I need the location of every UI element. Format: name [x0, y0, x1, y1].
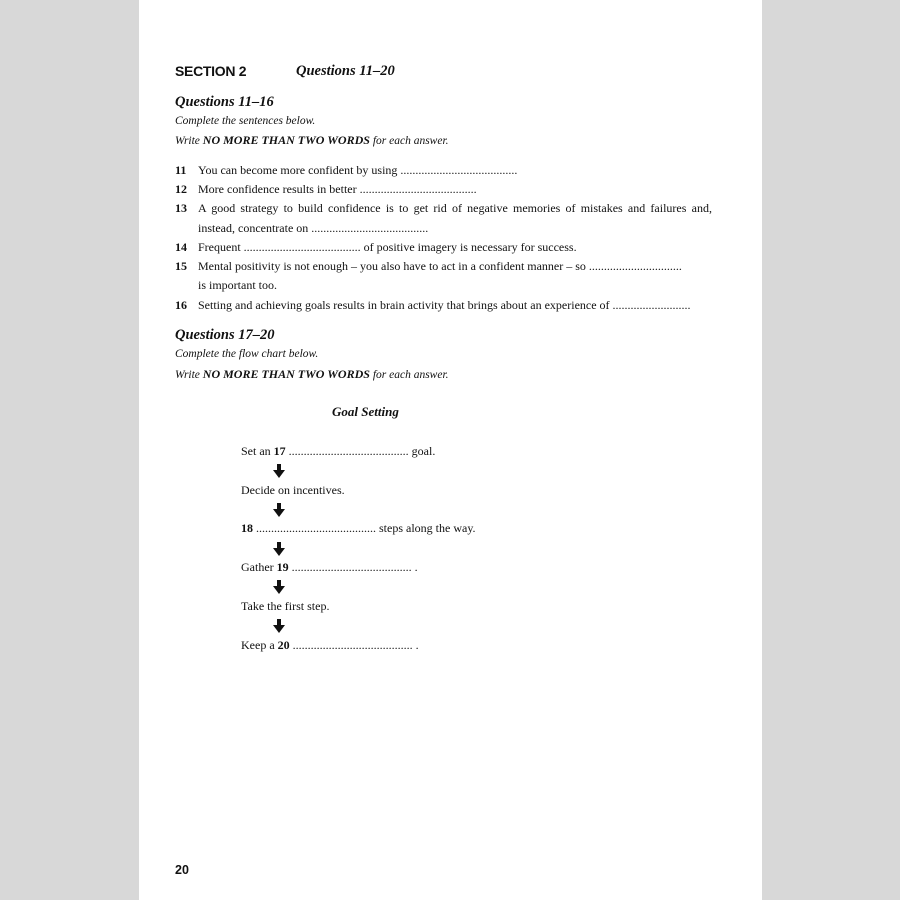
question-13: [175, 201, 712, 216]
question-number: 13: [175, 201, 187, 215]
section-questions-range: Questions 11–20: [296, 63, 395, 79]
flowchart-step-incentives: Decide on incentives.: [241, 483, 345, 497]
part2-instruction-1: Complete the flow chart below.: [175, 348, 319, 360]
flowchart-step-18: 18 ........................................ steps along the way.: [241, 521, 476, 535]
question-number: 17: [273, 444, 286, 458]
question-13-continued: instead, concentrate on .......................................: [198, 221, 429, 235]
question-number: 16: [175, 298, 187, 312]
section-label: SECTION 2: [175, 63, 247, 79]
question-15-continued: is important too.: [198, 278, 277, 292]
question-number: 20: [277, 638, 290, 652]
question-number: 14: [175, 240, 187, 254]
flowchart-step-17: Set an 17 ........................................ goal.: [241, 444, 436, 458]
part1-instruction-2: Write NO MORE THAN TWO WORDS for each answer.: [175, 133, 449, 147]
down-arrow-icon: [273, 580, 285, 594]
flowchart-title: Goal Setting: [332, 404, 399, 419]
question-number: 12: [175, 182, 187, 196]
part1-instruction-1: Complete the sentences below.: [175, 115, 316, 127]
flowchart-step-19: Gather 19 ........................................ .: [241, 560, 418, 574]
flowchart-step-first-step: Take the first step.: [241, 599, 330, 613]
question-16: [175, 298, 691, 313]
question-11: [175, 163, 517, 178]
question-text: Mental positivity is not enough – you also have to act in a confident manner – so ...............................: [198, 259, 682, 273]
question-number: 11: [175, 163, 187, 177]
question-15: [175, 259, 682, 274]
question-text: You can become more confident by using .......................................: [198, 163, 518, 177]
question-text: Frequent ....................................... of positive imagery is necessary for success.: [198, 240, 577, 254]
question-text: A good strategy to build confidence is to get rid of negative memories of mistakes and failures and,: [198, 201, 712, 215]
flowchart-step-20: Keep a 20 ........................................ .: [241, 638, 419, 652]
question-12: [175, 182, 477, 197]
question-number: 15: [175, 259, 187, 273]
question-number: 18: [241, 521, 253, 535]
part1-heading: Questions 11–16: [175, 94, 274, 110]
down-arrow-icon: [273, 542, 285, 556]
down-arrow-icon: [273, 464, 285, 478]
part2-heading: Questions 17–20: [175, 327, 275, 343]
question-14: [175, 240, 577, 255]
question-text: More confidence results in better .......................................: [198, 182, 477, 196]
down-arrow-icon: [273, 503, 285, 517]
page-number: 20: [175, 863, 189, 877]
question-text: Setting and achieving goals results in brain activity that brings about an experience of ..........................: [198, 298, 691, 312]
down-arrow-icon: [273, 619, 285, 633]
part2-instruction-2: Write NO MORE THAN TWO WORDS for each answer.: [175, 367, 449, 381]
question-number: 19: [276, 560, 289, 574]
